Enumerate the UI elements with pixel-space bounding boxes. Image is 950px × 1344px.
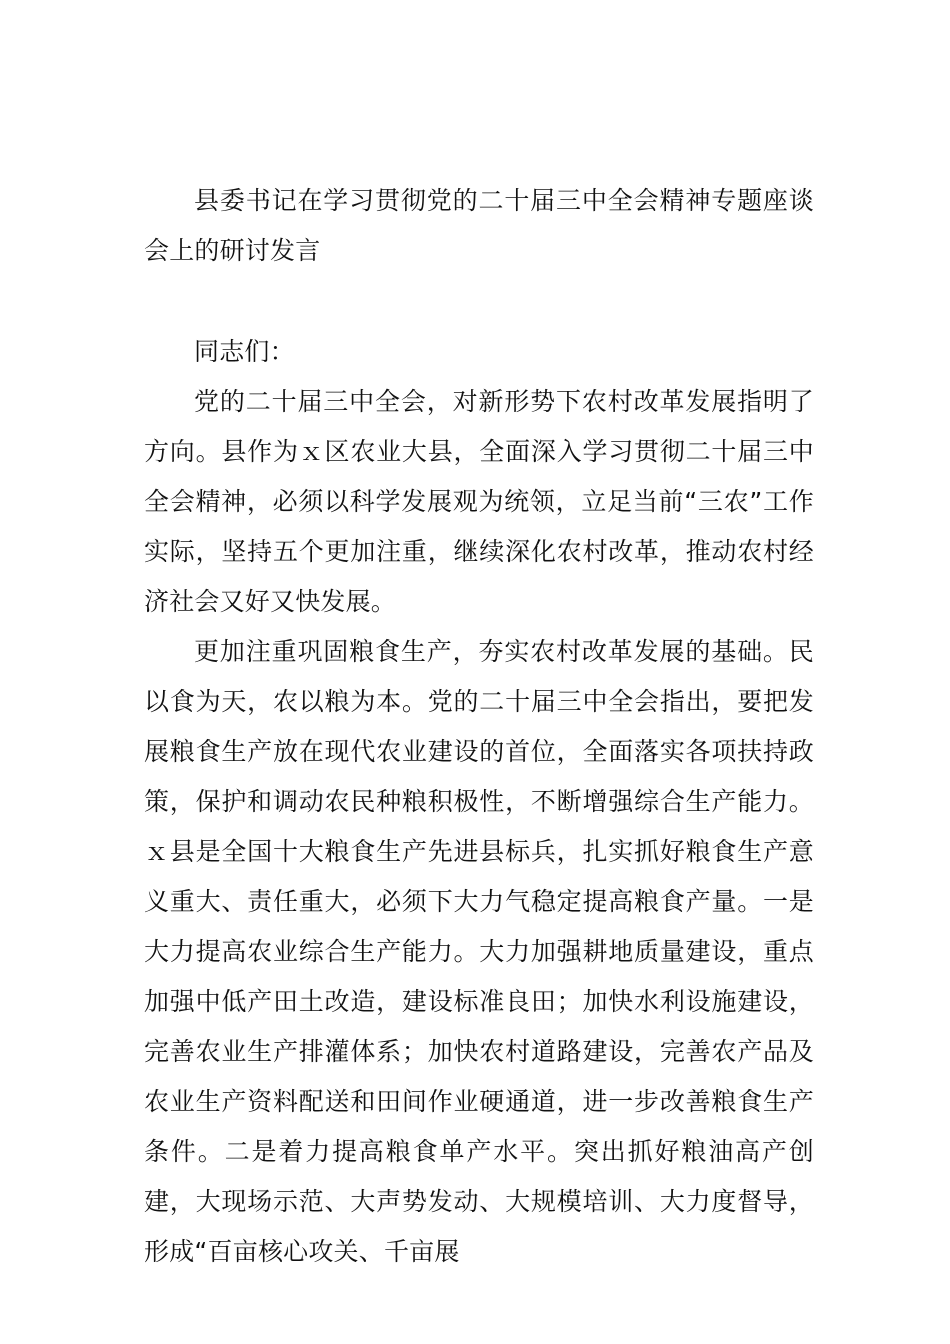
paragraph-1: 党的二十届三中全会，对新形势下农村改革发展指明了方向。县作为ｘ区农业大县，全面深入学习贯彻二十届三中全会精神，必须以科学发展观为统领，立足当前“三农”工作实际，坚持五个更加注重，继续深化农村改革，推动农村经济社会又好又快发展。 [144, 387, 814, 616]
document-title: 县委书记在学习贯彻党的二十届三中全会精神专题座谈会上的研讨发言 [144, 186, 814, 265]
document-body [144, 327, 814, 1277]
salutation: 同志们： [194, 337, 295, 366]
paragraph-2: 更加注重巩固粮食生产，夯实农村改革发展的基础。民以食为天，农以粮为本。党的二十届三中全会指出，要把发展粮食生产放在现代农业建设的首位，全面落实各项扶持政策，保护和调动农民种粮积极性，不断增强综合生产能力。ｘ县是全国十大粮食生产先进县标兵，扎实抓好粮食生产意义重大、责任重大，必须下大力气稳定提高粮食产量。一是大力提高农业综合生产能力。大力加强耕地质量建设，重点加强中低产田土改造，建设标准良田；加快水利设施建设，完善农业生产排灌体系；加快农村道路建设，完善农产品及农业生产资料配送和田间作业硬通道，进一步改善粮食生产条件。二是着力提高粮食单产水平。突出抓好粮油高产创建，大现场示范、大声势发动、大规模培训、大力度督导，形成“百亩核心攻关、千亩展 [144, 637, 814, 1266]
